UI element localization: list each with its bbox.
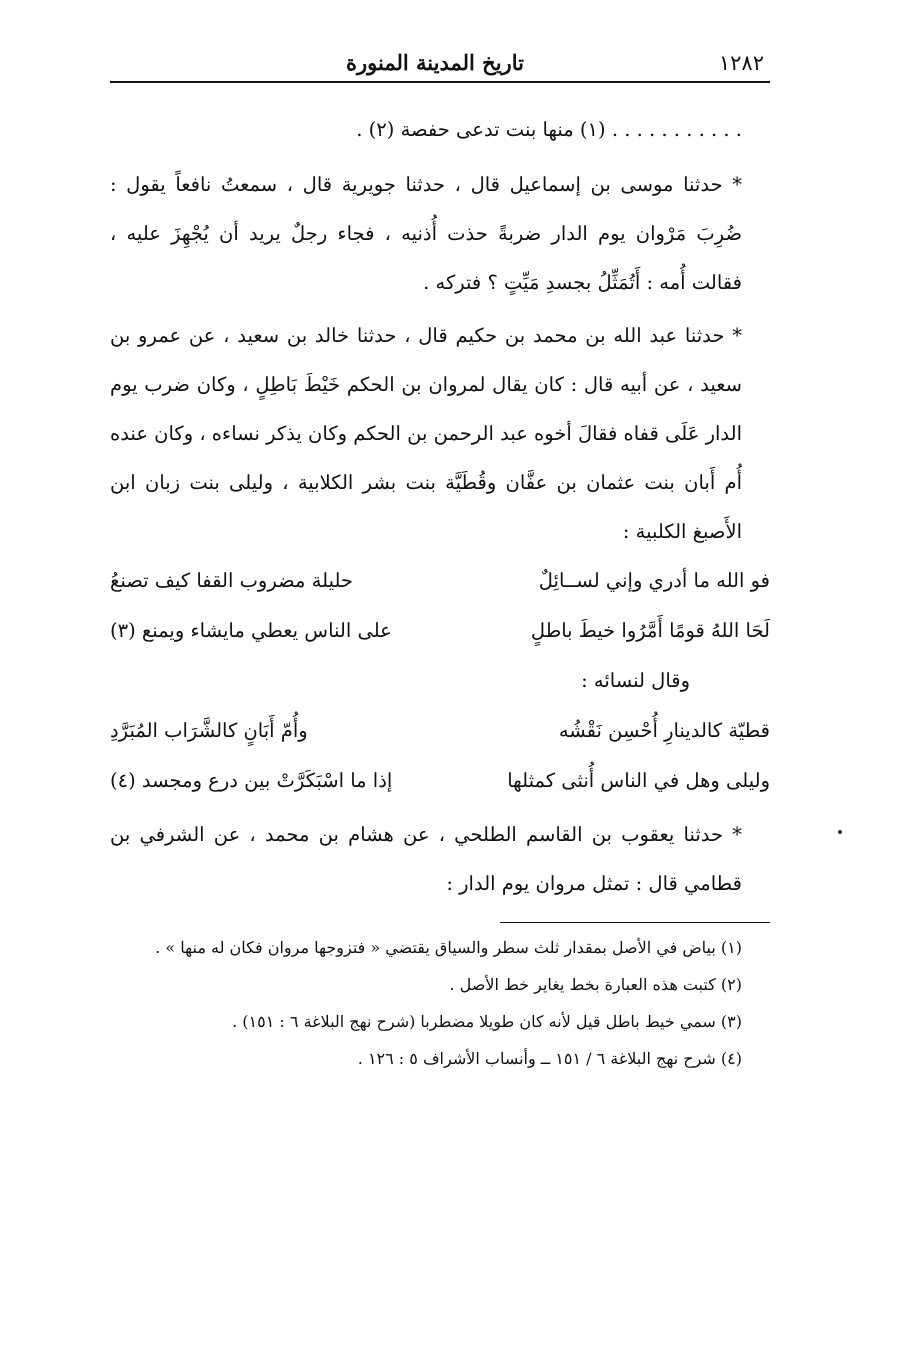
- footnote-4: (٤) شرح نهج البلاغة ٦ / ١٥١ ــ وأنساب الأشراف ٥ : ١٢٦ .: [357, 1049, 742, 1068]
- verse-hemistich-first: فو الله ما أدري وإني لســائِلٌ: [538, 569, 770, 592]
- footnote-3: (٣) سمي خيط باطل قيل لأنه كان طويلا مضطربا (شرح نهج البلاغة ٦ : ١٥١) .: [232, 1012, 742, 1031]
- poem-2: [110, 706, 770, 806]
- verse-intro: وقال لنسائه :: [581, 669, 690, 692]
- footnote-1: (١) بياض في الأصل بمقدار ثلث سطر والسياق يقتضي « فتزوجها مروان فكان له منها » .: [155, 938, 742, 957]
- paragraph-0: . . . . . . . . . . . (١) منها بنت تدعى حفصة (٢) .: [356, 118, 742, 141]
- verse-line: [110, 556, 770, 606]
- footnote-2: (٢) كتبت هذه العبارة بخط يغاير خط الأصل .: [449, 975, 742, 994]
- verse-line: [110, 706, 770, 756]
- verse-line: [110, 756, 770, 806]
- verse-hemistich-first: وليلى وهل في الناس أُنثى كمثلها: [507, 769, 770, 792]
- paragraph-1: * حدثنا موسى بن إسماعيل قال ، حدثنا جويرية قال ، سمعتُ نافعاً يقول : ضُرِبَ مَرْوان يوم الدار ضربةً حذت أُذنيه ، فجاء رجلٌ يريد أن يُجْهِزَ عليه ، فقالت أُمه : أَتُمَثِّلُ بجسدِ مَيِّتٍ ؟ فتركه .: [110, 173, 742, 294]
- poem-1: [110, 556, 770, 656]
- verse-hemistich-second: إذا ما اسْبَكَرَّتْ بين درع ومجسد (٤): [110, 769, 393, 792]
- page-header: [110, 50, 770, 83]
- verse-line: [110, 606, 770, 656]
- page-number: ١٢٨٢: [718, 51, 764, 75]
- paragraph-3: * حدثنا يعقوب بن القاسم الطلحي ، عن هشام بن محمد ، عن الشرفي بن قطامي قال : تمثل مروان يوم الدار :: [110, 823, 742, 895]
- book-page: [110, 50, 770, 1077]
- verse-hemistich-first: لَحَا اللهُ قومًا أَمَّرُوا خيطَ باطلٍ: [530, 619, 770, 642]
- margin-dot: [838, 830, 842, 834]
- footnote-divider: [500, 922, 770, 923]
- verse-hemistich-second: على الناس يعطي مايشاء ويمنع (٣): [110, 619, 392, 642]
- verse-hemistich-first: قطيّة كالدينارِ أُحْسِن نَقْشُه: [558, 719, 770, 742]
- footnotes: [110, 922, 770, 1077]
- verse-hemistich-second: وأُمّ أَبَانٍ كالشَّرَاب المُبَرَّدِ: [110, 719, 308, 742]
- running-title: تاريخ المدينة المنورة: [346, 50, 524, 75]
- paragraph-2: * حدثنا عبد الله بن محمد بن حكيم قال ، حدثنا خالد بن سعيد ، عن عمرو بن سعيد ، عن أبيه قال : كان يقال لمروان بن الحكم خَيْطَ بَاطِلٍ ، وكان ضرب يوم الدار عَلَى قفاه فقالَ أخوه عبد الرحمن بن الحكم وكان يذكر نساءه ، وكان عنده أُم أَبان بنت عثمان بن عفَّان وقُطَيَّة بنت بشر الكلابية ، وليلى بنت زبان ابن الأَصبغ الكلبية :: [109, 324, 742, 543]
- verse-hemistich-second: حليلة مضروب القفا كيف تصنعُ: [110, 569, 353, 592]
- main-text: [110, 105, 770, 908]
